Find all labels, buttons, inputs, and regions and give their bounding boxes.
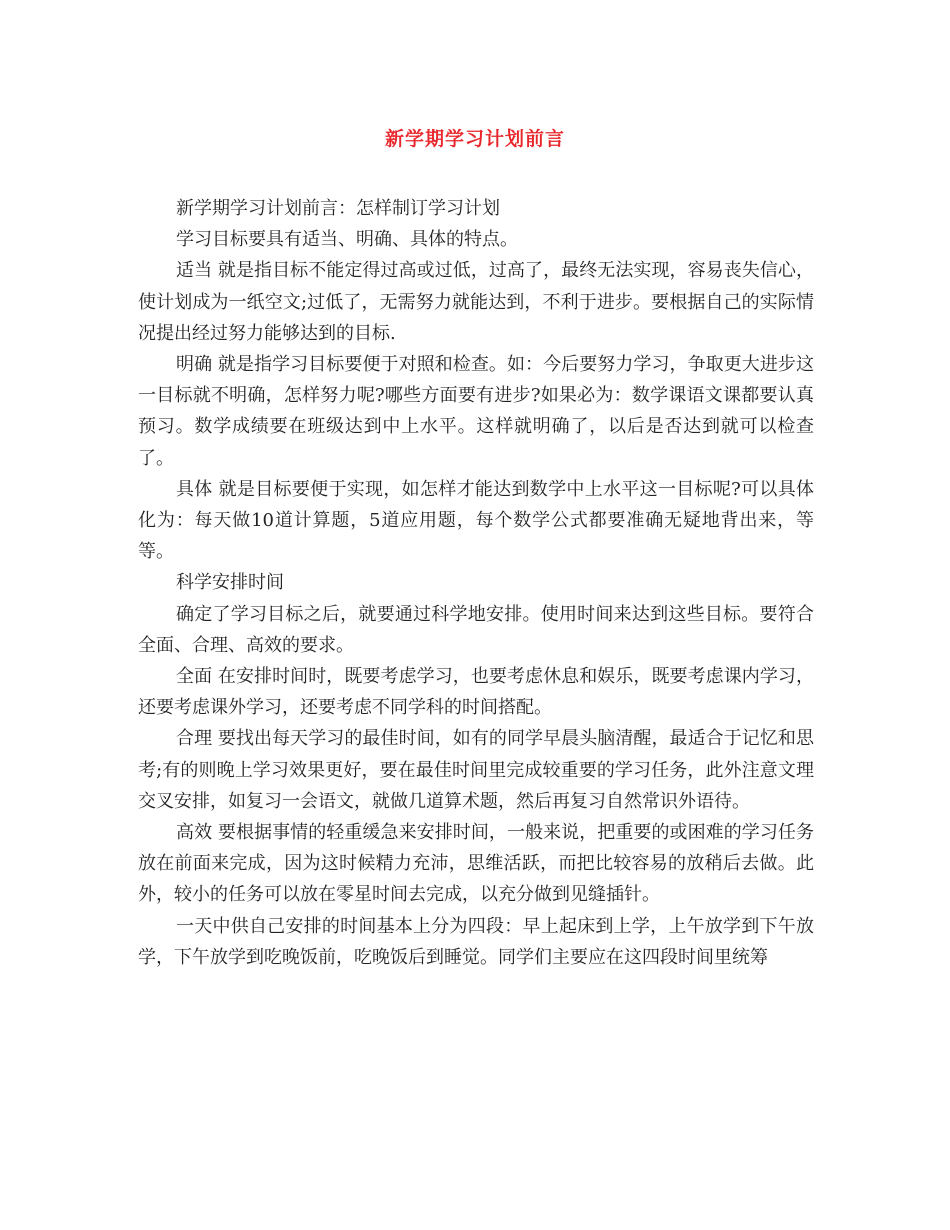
paragraph: 高效 要根据事情的轻重缓急来安排时间，一般来说，把重要的或困难的学习任务放在前面来完成，因为这时候精力充沛，思维活跃，而把比较容易的放稍后去做。此外，较小的任务可以放在零星时间去完成，以充分做到见缝插针。 bbox=[138, 822, 814, 906]
document-body bbox=[138, 193, 814, 973]
paragraph: 具体 就是目标要便于实现，如怎样才能达到数学中上水平这一目标呢?可以具体化为：每天做10道计算题，5道应用题，每个数学公式都要准确无疑地背出来，等等。 bbox=[138, 478, 814, 563]
paragraph: 新学期学习计划前言：怎样制订学习计划 bbox=[176, 198, 500, 219]
paragraph: 一天中供自己安排的时间基本上分为四段：早上起床到上学，上午放学到下午放学，下午放学到吃晚饭前，吃晚饭后到睡觉。同学们主要应在这四段时间里统筹 bbox=[138, 915, 814, 968]
paragraph: 合理 要找出每天学习的最佳时间，如有的同学早晨头脑清醒，最适合于记忆和思考;有的则晚上学习效果更好，要在最佳时间里完成较重要的学习任务，此外注意文理交叉安排，如复习一会语文，就做几道算术题，然后再复习自然常识外语待。 bbox=[138, 728, 814, 812]
paragraph: 明确 就是指学习目标要便于对照和检查。如：今后要努力学习，争取更大进步这一目标就不明确，怎样努力呢?哪些方面要有进步?如果必为：数学课语文课都要认真预习。数学成绩要在班级达到中上水平。这样就明确了，以后是否达到就可以检查了。 bbox=[138, 354, 814, 469]
paragraph: 学习目标要具有适当、明确、具体的特点。 bbox=[176, 229, 518, 251]
section-heading: 科学安排时间 bbox=[176, 572, 284, 594]
paragraph: 适当 就是指目标不能定得过高或过低，过高了，最终无法实现，容易丧失信心，使计划成为一纸空文;过低了，无需努力就能达到，不利于进步。要根据自己的实际情况提出经过努力能够达到的目标. bbox=[138, 260, 814, 344]
paragraph: 全面 在安排时间时，既要考虑学习，也要考虑休息和娱乐，既要考虑课内学习，还要考虑课外学习，还要考虑不同学科的时间搭配。 bbox=[138, 666, 814, 719]
paragraph: 确定了学习目标之后，就要通过科学地安排。使用时间来达到这些目标。要符合全面、合理、高效的要求。 bbox=[138, 603, 814, 656]
document-title: 新学期学习计划前言 bbox=[384, 128, 565, 150]
